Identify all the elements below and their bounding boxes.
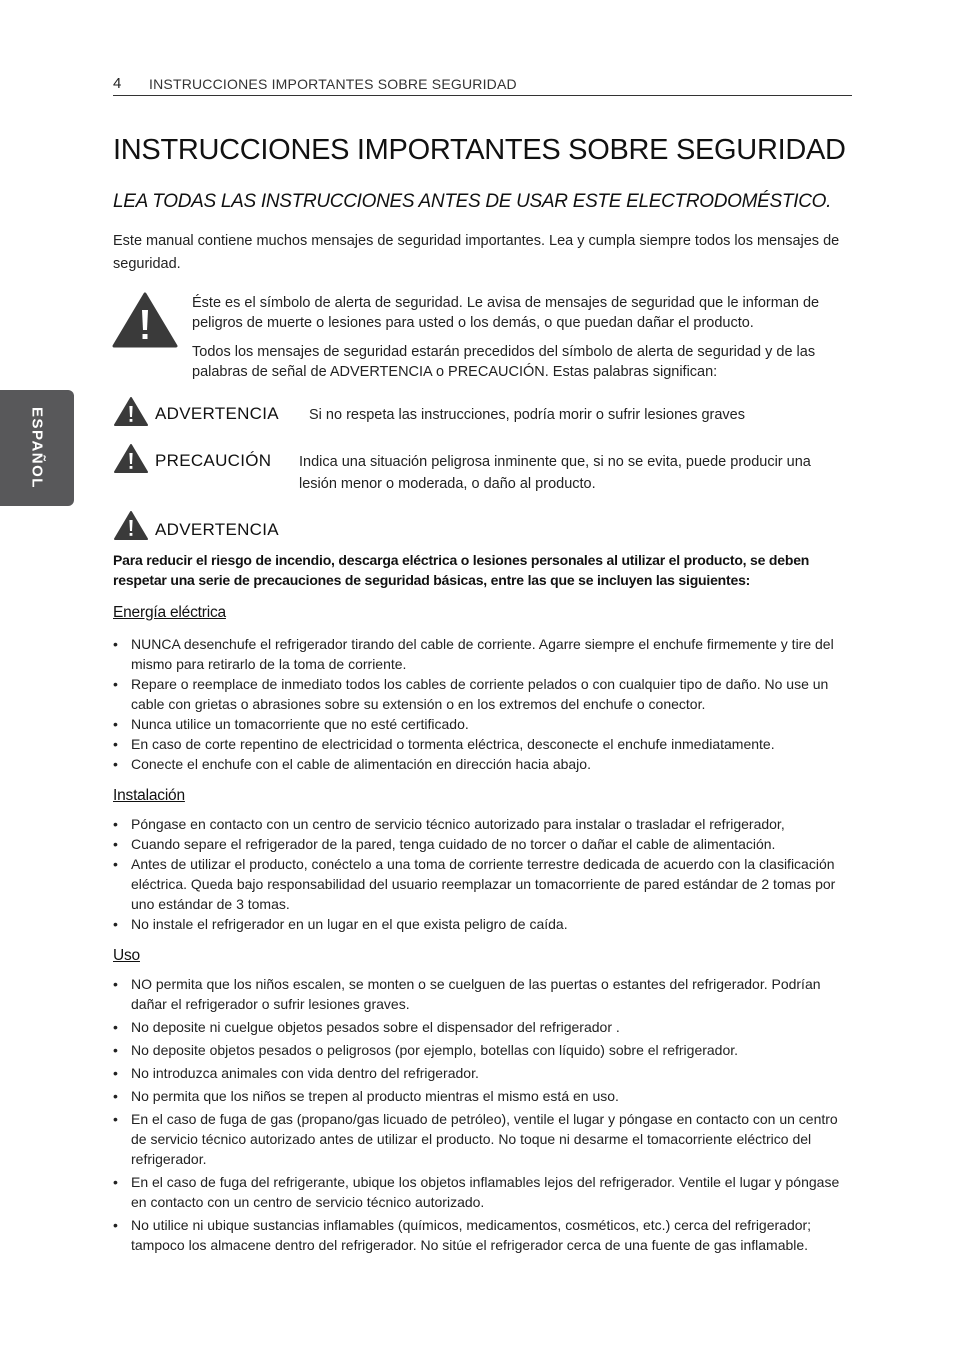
list-item: • Repare o reemplace de inmediato todos los cables de corriente pelados o con cualquier tipo de daño. No use un cable con grietas o abrasiones sobre su extensión o en los extremos del enchufe o conector. bbox=[113, 674, 843, 714]
signal-desc-advertencia: Si no respeta las instrucciones, podría morir o sufrir lesiones graves bbox=[309, 407, 745, 423]
signal-word-precaucion: PRECAUCIÓN bbox=[155, 451, 272, 470]
warning-triangle-icon bbox=[113, 443, 149, 474]
warning-section-heading: ADVERTENCIA bbox=[155, 520, 279, 539]
running-title: INSTRUCCIONES IMPORTANTES SOBRE SEGURIDAD bbox=[149, 76, 517, 92]
list-item: • En el caso de fuga del refrigerante, ubique los objetos inflamables lejos del refrigerador. Ventile el lugar y póngase en contacto con un centro de servicio técnico autorizado. bbox=[113, 1172, 843, 1212]
list-item: • Cuando separe el refrigerador de la pared, tenga cuidado de no torcer o dañar el cable de alimentación. bbox=[113, 834, 843, 854]
section-title-energia: Energía eléctrica bbox=[113, 604, 226, 621]
language-side-tab bbox=[0, 390, 74, 506]
page-title: INSTRUCCIONES IMPORTANTES SOBRE SEGURIDAD bbox=[113, 134, 846, 166]
list-item: • Nunca utilice un tomacorriente que no esté certificado. bbox=[113, 714, 843, 734]
list-item: • No permita que los niños se trepen al producto mientras el mismo está en uso. bbox=[113, 1086, 843, 1106]
language-tab-label: ESPAÑOL bbox=[28, 407, 46, 489]
page-subtitle: LEA TODAS LAS INSTRUCCIONES ANTES DE USAR ESTE ELECTRODOMÉSTICO. bbox=[113, 191, 832, 212]
list-item: • Antes de utilizar el producto, conéctelo a una toma de corriente terrestre dedicada de acuerdo con la clasificación eléctrica. Queda bajo responsabilidad del usuario reemplazar un tomacorriente de pared estándar de 2 tomas por uno estándar de 3 tomas. bbox=[113, 854, 843, 914]
warning-triangle-icon bbox=[113, 396, 149, 427]
list-item: • NUNCA desenchufe el refrigerador tirando del cable de corriente. Agarre siempre el enchufe firmemente y tire del mismo para retirarlo de la toma de corriente. bbox=[113, 634, 843, 674]
list-item: • En caso de corte repentino de electricidad o tormenta eléctrica, desconecte el enchufe inmediatamente. bbox=[113, 734, 843, 754]
list-item: • Conecte el enchufe con el cable de alimentación en dirección hacia abajo. bbox=[113, 754, 843, 774]
section-title-instalacion: Instalación bbox=[113, 787, 185, 804]
warning-intro: Para reducir el riesgo de incendio, descarga eléctrica o lesiones personales al utilizar el producto, se deben respetar una serie de precauciones de seguridad básicas, entre las que se incluyen las siguientes: bbox=[113, 552, 810, 588]
signal-desc-precaucion: Indica una situación peligrosa inminente que, si no se evita, puede producir una lesión menor o moderada, o daño al producto. bbox=[299, 454, 811, 492]
list-item: • En el caso de fuga de gas (propano/gas licuado de petróleo), ventile el lugar y póngase en contacto con un centro de servicio técnico autorizado antes de utilizar el producto. No toque ni desarme el tomacorriente eléctrico del refrigerador. bbox=[113, 1109, 843, 1169]
list-item: • No introduzca animales con vida dentro del refrigerador. bbox=[113, 1063, 843, 1083]
list-item: • No deposite ni cuelgue objetos pesados sobre el dispensador del refrigerador . bbox=[113, 1017, 843, 1037]
safety-symbol-description: Éste es el símbolo de alerta de seguridad. Le avisa de mensajes de seguridad que le informan de peligros de muerte o lesiones para usted o los demás, o que puedan dañar el producto. bbox=[192, 295, 820, 331]
list-item: • NO permita que los niños escalen, se monten o se cuelguen de las puertas o estantes del refrigerador. Podrían dañar el refrigerador o sufrir lesiones graves. bbox=[113, 974, 843, 1014]
running-header bbox=[113, 75, 852, 96]
instalacion-list bbox=[113, 814, 843, 934]
list-item: • Póngase en contacto con un centro de servicio técnico autorizado para instalar o trasladar el refrigerador, bbox=[113, 814, 843, 834]
warning-triangle-icon bbox=[112, 292, 178, 348]
warning-triangle-icon bbox=[113, 510, 149, 541]
page-number: 4 bbox=[113, 75, 122, 92]
intro-paragraph: Este manual contiene muchos mensajes de seguridad importantes. Lea y cumpla siempre todos los mensajes de seguridad. bbox=[113, 233, 840, 272]
list-item: • No instale el refrigerador en un lugar en el que exista peligro de caída. bbox=[113, 914, 843, 934]
list-item: • No utilice ni ubique sustancias inflamables (químicos, medicamentos, cosméticos, etc.) cerca del refrigerador; tampoco los almacene dentro del refrigerador. No sitúe el refrigerador cerca de una fuente de gas inflamable. bbox=[113, 1215, 843, 1255]
uso-list bbox=[113, 974, 843, 1258]
list-item: • No deposite objetos pesados o peligrosos (por ejemplo, botellas con líquido) sobre el refrigerador. bbox=[113, 1040, 843, 1060]
safety-messages-description: Todos los mensajes de seguridad estarán precedidos del símbolo de alerta de seguridad y de las palabras de señal de ADVERTENCIA o PRECAUCIÓN. Estas palabras significan: bbox=[192, 344, 816, 380]
section-title-uso: Uso bbox=[113, 947, 140, 964]
signal-word-advertencia: ADVERTENCIA bbox=[155, 404, 279, 423]
energia-list bbox=[113, 634, 843, 774]
